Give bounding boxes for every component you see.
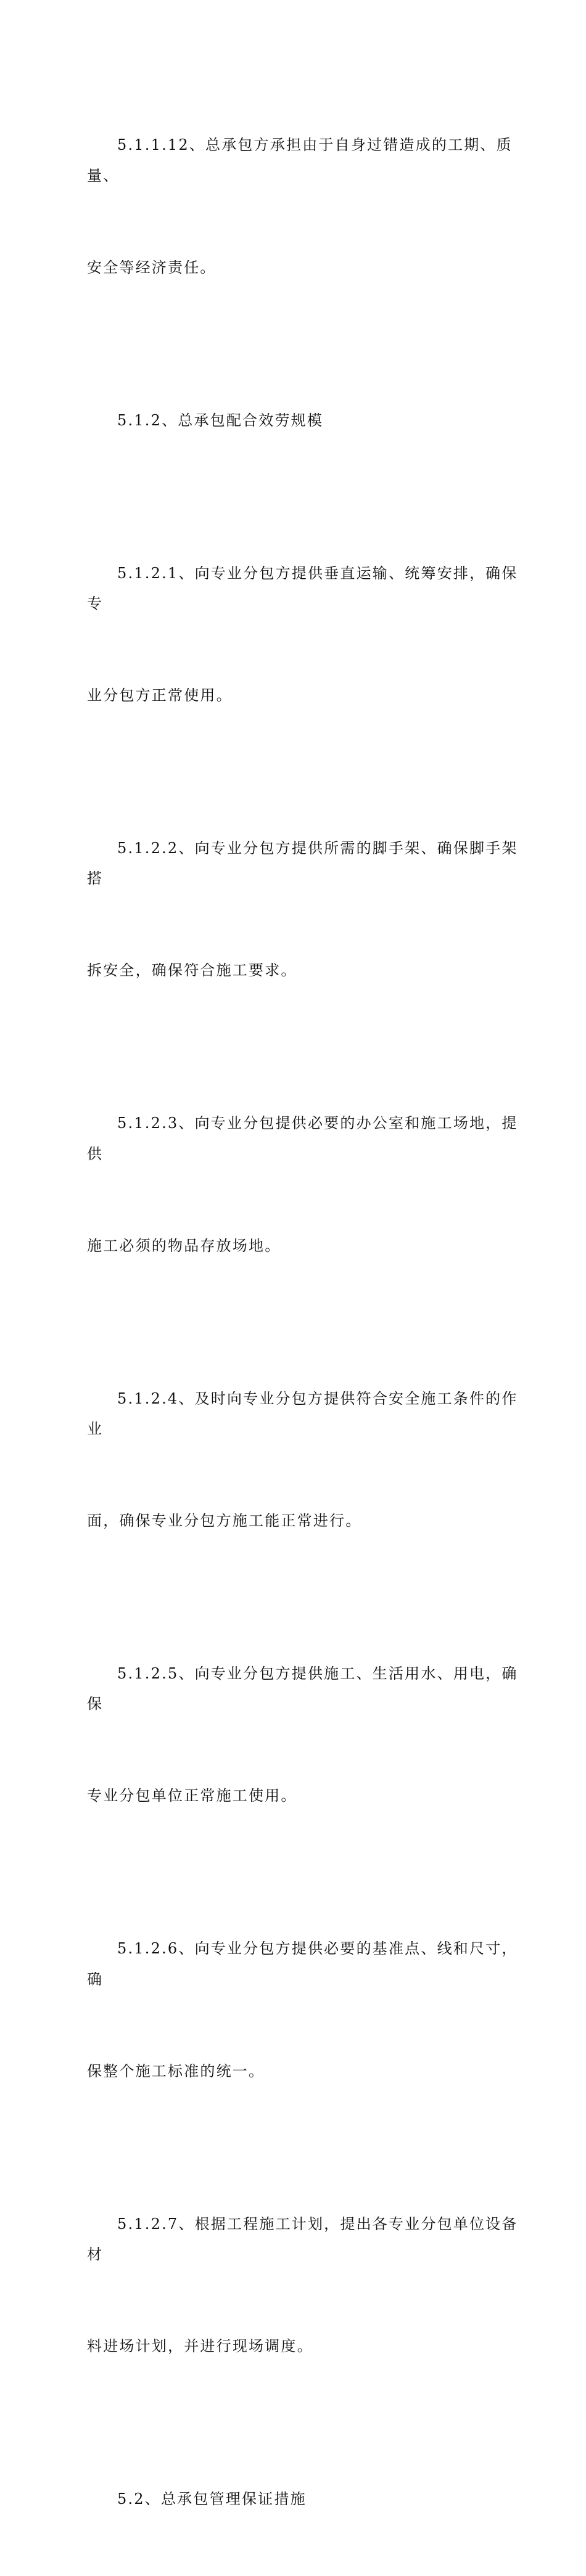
paragraph-line: 5.1.2.6、向专业分包方提供必要的基准点、线和尺寸，确 [87, 1940, 518, 1988]
section-heading-5-2 [87, 2423, 519, 2576]
paragraph-line: 安全等经济责任。 [87, 258, 217, 276]
section-heading-5-1-2 [87, 344, 519, 497]
paragraph-line: 5.1.2.3、向专业分包提供必要的办公室和施工场地，提供 [87, 1114, 518, 1163]
paragraph-line: 面，确保专业分包方施工能正常进行。 [87, 1511, 362, 1529]
paragraph-5-1-1-12 [87, 69, 519, 344]
document-body [87, 69, 519, 2576]
paragraph-5-1-2-3 [87, 1047, 519, 1322]
paragraph-5-1-2-6 [87, 1873, 519, 2148]
paragraph-5-1-2-2 [87, 772, 519, 1047]
paragraph-line: 施工必须的物品存放场地。 [87, 1237, 281, 1254]
paragraph-line: 5.1.1.12、总承包方承担由于自身过错造成的工期、质量、 [87, 136, 513, 184]
paragraph-line: 5.1.2.1、向专业分包方提供垂直运输、统筹安排，确保专 [87, 564, 518, 613]
paragraph-line: 拆安全，确保符合施工要求。 [87, 962, 297, 979]
paragraph-5-1-2-5 [87, 1598, 519, 1873]
paragraph-line: 专业分包单位正常施工使用。 [87, 1787, 297, 1805]
paragraph-line: 保整个施工标准的统一。 [87, 2062, 265, 2080]
paragraph-line: 5.2、总承包管理保证措施 [117, 2490, 307, 2508]
paragraph-5-1-2-7 [87, 2148, 519, 2423]
paragraph-line: 5.1.2.2、向专业分包方提供所需的脚手架、确保脚手架搭 [87, 839, 518, 888]
paragraph-line: 5.1.2.5、向专业分包方提供施工、生活用水、用电，确保 [87, 1664, 518, 1713]
paragraph-line: 5.1.2.4、及时向专业分包方提供符合安全施工条件的作业 [87, 1389, 518, 1438]
paragraph-5-1-2-1 [87, 497, 519, 772]
paragraph-line: 5.1.2.7、根据工程施工计划，提出各专业分包单位设备材 [87, 2215, 518, 2263]
paragraph-line: 料进场计划，并进行现场调度。 [87, 2337, 313, 2355]
paragraph-line: 业分包方正常使用。 [87, 686, 233, 704]
paragraph-5-1-2-4 [87, 1322, 519, 1597]
paragraph-line: 5.1.2、总承包配合效劳规模 [117, 411, 324, 429]
